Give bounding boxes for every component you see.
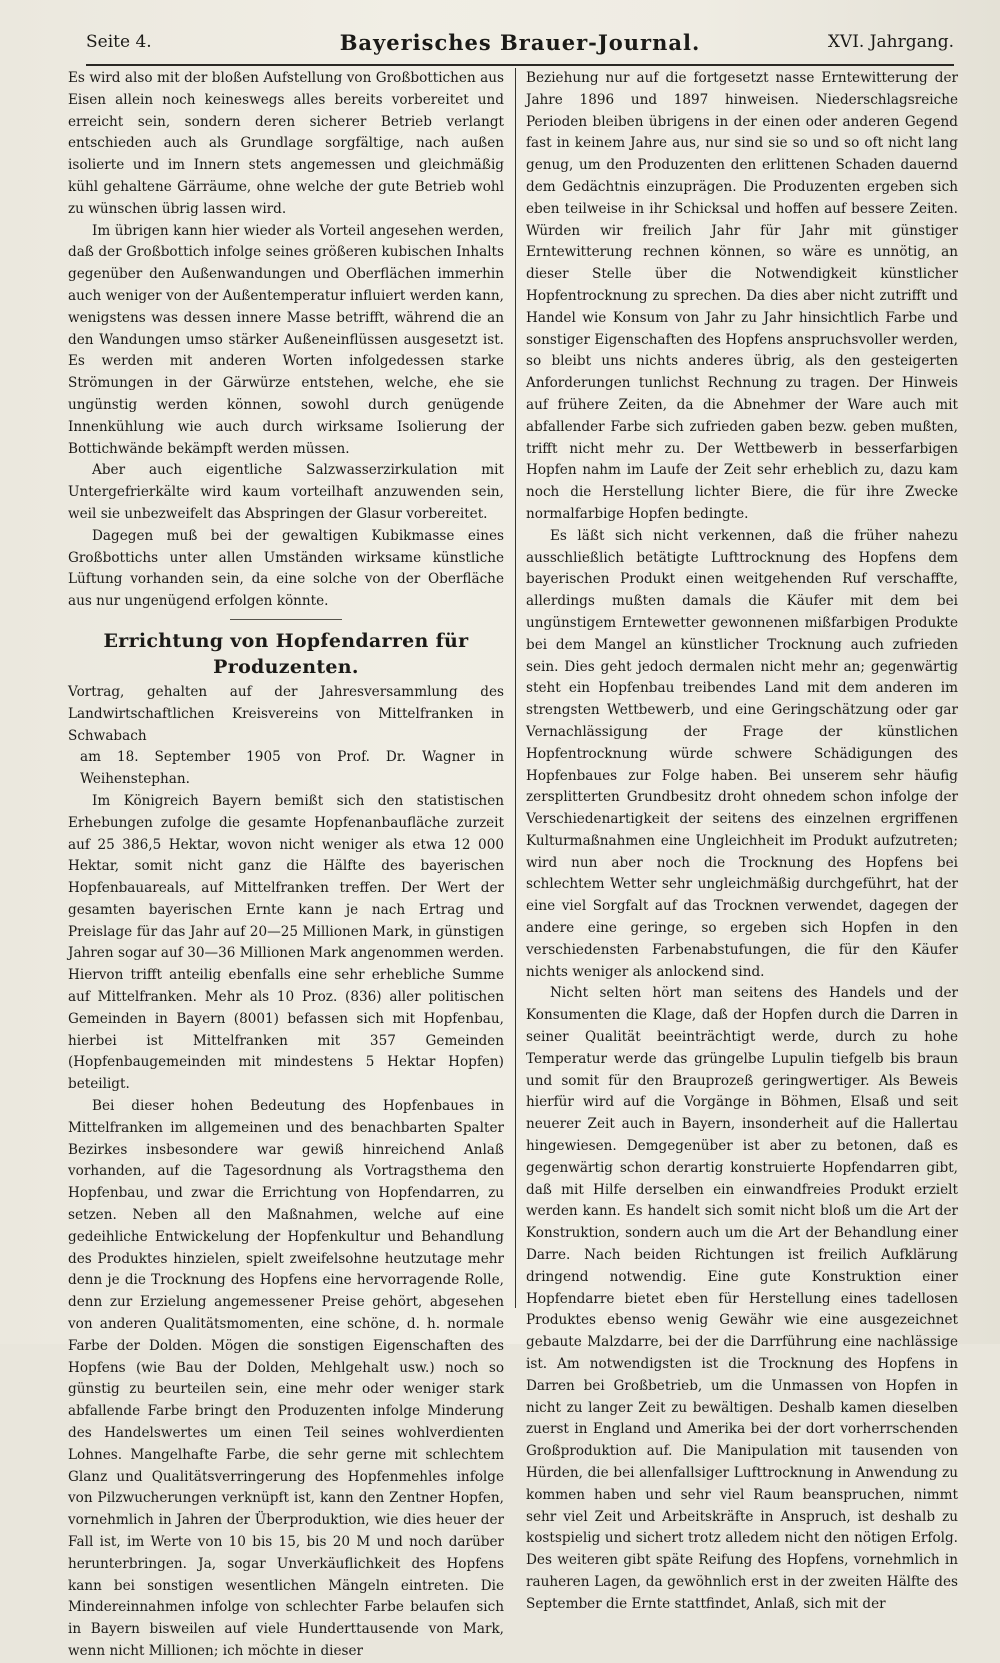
left-paragraph-2: Im übrigen kann hier wieder als Vorteil angesehen werden, daß der Großbottich infolge seines größeren kubischen Inhalts gegenüber den Außenwandungen und Oberflächen immerhin auch weniger von der Außentemperatur influiert werden kann, wenigstens was dessen innere Masse betrifft, während die an den Wandungen umso stärker Außeneinflüssen ausgesetzt ist. Es werden mit anderen Worten infolgedessen starke Strömungen in der Gärwürze entstehen, welche, ehe sie ungünstig werden können, sowohl durch genügende Innenkühlung wie auch durch wirksame Isolierung der Bottichwände bekämpft werden müssen.: [68, 222, 504, 457]
left-paragraph-4: Dagegen muß bei der gewaltigen Kubikmasse eines Großbottichs unter allen Umständen wirksame künstliche Lüftung vorhanden sein, da eine solche von der Oberfläche aus nur ungenügend erfolgen könnte.: [68, 527, 504, 610]
section-divider: [230, 619, 342, 620]
left-paragraph-5: Im Königreich Bayern bemißt sich den statistischen Erhebungen zufolge die gesamte Hopfenanbaufläche zurzeit auf 25 386,5 Hektar, wovon nicht weniger als etwa 12 000 Hektar, somit nicht ganz die Hälfte des bayerischen Hopfenbauareals, auf Mittelfranken treffen. Der Wert der gesamten bayerischen Ernte kann je nach Ertrag und Preislage für das Jahr auf 20—25 Millionen Mark, in günstigen Jahren sogar auf 30—36 Millionen Mark angenommen werden. Hiervon trifft anteilig ebenfalls eine sehr erhebliche Summe auf Mittelfranken. Mehr als 10 Proz. (836) aller politischen Gemeinden in Bayern (8001) befassen sich mit Hopfenbau, hierbei ist Mittelfranken mit 357 Gemeinden (Hopfenbaugemeinden mit mindestens 5 Hektar Hopfen) beteiligt.: [68, 792, 504, 1093]
column-divider: [515, 68, 516, 1308]
left-paragraph-1: Es wird also mit der bloßen Aufstellung von Großbottichen aus Eisen allein noch keineswegs alles bereits vorbereitet und erreicht sein, sondern deren sicherer Betrieb verlangt entschieden auch als Grundlage sorgfältige, nach außen isolierte und im Innern stets angemessen und gleichmäßig kühl gehaltene Gärräume, ohne welche der gute Betrieb wohl zu wünschen übrig lassen wird.: [68, 70, 504, 217]
article-title: Errichtung von Hopfendarren für Produzenten.: [103, 629, 469, 678]
page-number: Seite 4.: [86, 32, 152, 52]
lecture-note: Vortrag, gehalten auf der Jahresversammlung des Landwirtschaftlichen Kreisvereins von Mittelfranken in Schwabach: [68, 683, 504, 744]
volume-label: XVI. Jahrgang.: [827, 32, 954, 52]
lecture-date: am 18. September 1905 von Prof. Dr. Wagner in Weihenstephan.: [80, 749, 504, 788]
right-paragraph-3: Nicht selten hört man seitens des Handels und der Konsumenten die Klage, daß der Hopfen durch die Darren in seiner Qualität beeinträchtigt werde, durch zu hohe Temperatur werde das grüngelbe Lupulin tiefgelb bis braun und somit für den Brauprozeß geringwertiger. Als Beweis hierfür wird auf die Vorgänge in Böhmen, Elsaß und seit neuerer Zeit auch in Bayern, insonderheit auf die Hallertau hingewiesen. Demgegenüber ist aber zu betonen, daß es gegenwärtig schon derartig konstruierte Hopfendarren gibt, daß mit Hilfe derselben ein einwandfreies Produkt erzielt werden kann. Es handelt sich somit nicht bloß um die Art der Konstruktion, sondern auch um die Art der Behandlung einer Darre. Nach beiden Richtungen ist freilich Aufklärung dringend notwendig. Eine gute Konstruktion einer Hopfendarre bietet eben für Herstellung eines tadellosen Produktes ebenso wenig Gewähr wie eine ausgezeichnet gebaute Malzdarre, bei der die Darrführung eine nachlässige ist. Am notwendigsten ist die Trocknung des Hopfens in Darren bei Großbetrieb, um die Unmassen von Hopfen in nicht zu langer Zeit zu bewältigen. Deshalb kamen dieselben zuerst in England und Amerika bei der dort vorherrschenden Großproduktion auf. Die Manipulation mit tausenden von Hürden, die bei allenfallsiger Lufttrocknung in Anwendung zu kommen haben und sehr viel Raum beanspruchen, nimmt sehr viel Zeit und Arbeitskräfte in Anspruch, ist deshalb zu kostspielig und sichert trotz alledem nicht den nötigen Erfolg. Des weiteren gibt späte Reifung des Hopfens, vornehmlich in rauheren Lagen, da gewöhnlich erst in der zweiten Hälfte des September die Ernte stattfindet, Anlaß, sich mit der: [526, 985, 958, 1612]
page-header: [86, 22, 954, 66]
right-paragraph-1: Beziehung nur auf die fortgesetzt nasse Erntewitterung der Jahre 1896 und 1897 hinweisen. Niederschlagsreiche Perioden bleiben übrigens in der einen oder anderen Gegend fast in keinem Jahre aus, nur sind sie so und so oft nicht lang genug, um den Produzenten den erlittenen Schaden dauernd dem Gedächtnis einzuprägen. Die Produzenten ergeben sich eben teilweise in ihr Schicksal und hoffen auf bessere Zeiten. Würden wir freilich Jahr für Jahr mit günstiger Erntewitterung rechnen können, so wäre es unnötig, an dieser Stelle über die Notwendigkeit künstlicher Hopfentrocknung zu sprechen. Da dies aber nicht zutrifft und Handel wie Konsum von Jahr zu Jahr hinsichtlich Farbe und sonstiger Eigenschaften des Hopfens anspruchsvoller werden, so bleibt uns nichts anderes übrig, als den gesteigerten Anforderungen tunlichst Rechnung zu tragen. Der Hinweis auf frühere Zeiten, da die Abnehmer der Ware auch mit abfallender Farbe sich zufrieden gaben bezw. geben mußten, trifft nicht mehr zu. Der Wettbewerb in besserfarbigen Hopfen nahm im Laufe der Zeit sehr erheblich zu, dazu kam noch die Herstellung lichter Biere, die für ihre Zwecke normalfarbige Hopfen bedingte.: [526, 70, 958, 522]
left-column: [68, 68, 504, 1659]
right-paragraph-2: Es läßt sich nicht verkennen, daß die früher nahezu ausschließlich betätigte Lufttrocknung des Hopfens dem bayerischen Produkt einen weitgehenden Ruf verschaffte, allerdings mußten damals die Käufer mit dem bei ungünstigem Erntewetter gewonnenen mißfarbigen Produkte bei dem Mangel an künstlicher Trocknung auch zufrieden sein. Dies geht jedoch dermalen nicht mehr an; gegenwärtig steht ein Hopfenbau treibendes Land mit dem anderen im strengsten Wettbewerb, und eine Geringschätzung oder gar Vernachlässigung der Frage der künstlichen Hopfentrocknung würde schwere Schädigungen des Hopfenbaues zur Folge haben. Bei unserem sehr häufig zersplitterten Grundbesitz droht ohnedem schon infolge der Verschiedenartigkeit der seitens des einzelnen ergriffenen Kulturmaßnahmen eine Ungleichheit im Produkt aufzutreten; wird nun aber noch die Trocknung des Hopfens bei schlechtem Wetter sehr ungleichmäßig durchgeführt, hat der eine viel Sorgfalt auf das Trocknen verwendet, dagegen der andere eine geringe, so ergeben sich Hopfen in den verschiedensten Farbenabstufungen, die für den Käufer nichts weniger als anlockend sind.: [526, 527, 958, 980]
left-paragraph-6: Bei dieser hohen Bedeutung des Hopfenbaues in Mittelfranken im allgemeinen und des benachbarten Spalter Bezirkes insbesondere war gewiß hinreichend Anlaß vorhanden, auf die Tagesordnung als Vortragsthema den Hopfenbau, und zwar die Errichtung von Hopfendarren, zu setzen. Neben all den Maßnahmen, welche auf eine gedeihliche Entwickelung der Hopfenkultur und Behandlung des Produktes hinzielen, spielt zweifelsohne heutzutage mehr denn je die Trocknung des Hopfens eine hervorragende Rolle, denn zur Erzielung angemessener Preise gehört, abgesehen von anderen Qualitätsmomenten, eine schöne, d. h. normale Farbe der Dolden. Mögen die sonstigen Eigenschaften des Hopfens (wie Bau der Dolden, Mehlgehalt usw.) noch so günstig zu beurteilen sein, eine mehr oder weniger stark abfallende Farbe bringt den Produzenten infolge Minderung des Handelswertes um einen Teil seines wohlverdienten Lohnes. Mangelhafte Farbe, die sehr gerne mit schlechtem Glanz und Qualitätsverringerung des Hopfenmehles infolge von Pilzwucherungen verknüpft ist, kann den Zentner Hopfen, vornehmlich in Jahren der Überproduktion, wie dies heuer der Fall ist, im Werte von 10 bis 15, bis 20 M und noch darüber herunterbringen. Ja, sogar Unverkäuflichkeit des Hopfens kann bei sonstigen wesentlichen Mängeln eintreten. Die Mindereinnahmen infolge von schlechter Farbe belaufen sich in Bayern bisweilen auf viele Hunderttausende von Mark, wenn nicht Millionen; ich möchte in dieser: [68, 1098, 504, 1659]
right-column: [526, 68, 958, 1612]
left-paragraph-3: Aber auch eigentliche Salzwasserzirkulation mit Untergefrierkälte wird kaum vorteilhaft anzuwenden sein, weil sie unbezweifelt das Abspringen der Glasur vorbereitet.: [68, 462, 504, 522]
journal-title: Bayerisches Brauer-Journal.: [339, 30, 701, 55]
